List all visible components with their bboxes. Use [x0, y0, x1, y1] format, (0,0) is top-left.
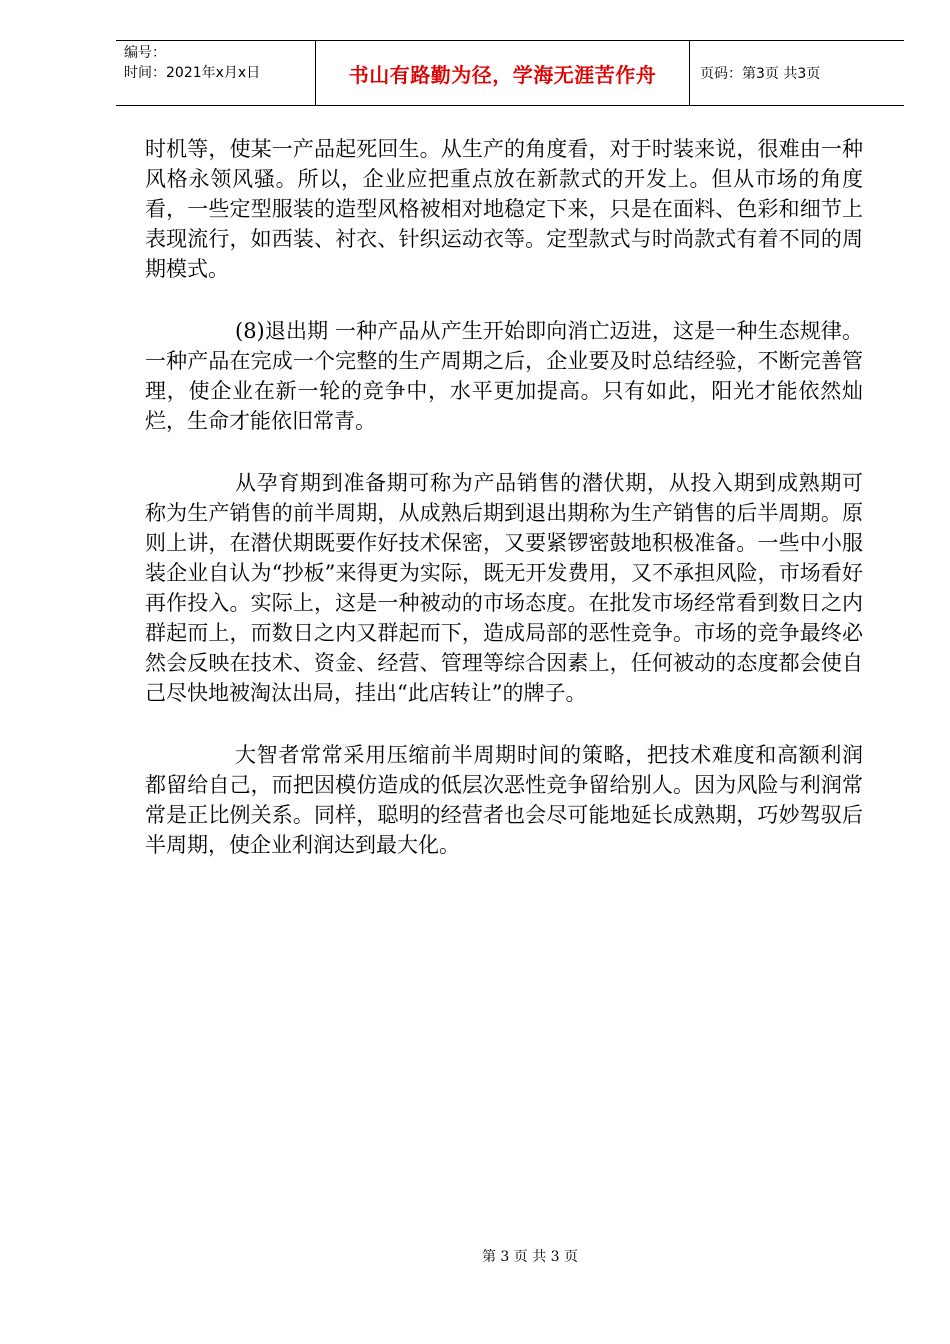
paragraph-2: (8)退出期 一种产品从产生开始即向消亡迈进，这是一种生态规律。一种产品在完成一个完整的生产周期之后，企业要及时总结经验，不断完善管理，使企业在新一轮的竞争中，水平更加提高。只有如此，阳光才能依然灿烂，生命才能依旧常青。	[145, 319, 863, 433]
paragraph-1: 时机等，使某一产品起死回生。从生产的角度看，对于时装来说，很难由一种风格永领风骚。所以，企业应把重点放在新款式的开发上。但从市场的角度看，一些定型服装的造型风格被相对地稳定下来，只是在面料、色彩和细节上表现流行，如西装、衬衣、针织运动衣等。定型款式与时尚款式有着不同的周期模式。	[145, 137, 863, 281]
page-header	[116, 40, 904, 106]
paragraph-4: 大智者常常采用压缩前半周期时间的策略，把技术难度和高额利润都留给自己，而把因模仿造成的低层次恶性竞争留给别人。因为风险与利润常常是正比例关系。同样，聪明的经营者也会尽可能地延长成熟期，巧妙驾驭后半周期，使企业利润达到最大化。	[145, 743, 863, 857]
number-label: 编号：	[124, 45, 166, 61]
page-footer: 第 3 页 共 3 页	[481, 1249, 579, 1265]
header-motto: 书山有路勤为径，学海无涯苦作舟	[316, 41, 690, 105]
paragraph-3: 从孕育期到准备期可称为产品销售的潜伏期，从投入期到成熟期可称为生产销售的前半周期，从成熟后期到退出期称为生产销售的后半周期。原则上讲，在潜伏期既要作好技术保密，又要紧锣密鼓地积极准备。一些中小服装企业自认为“抄板”来得更为实际，既无开发费用，又不承担风险，市场看好再作投入。实际上，这是一种被动的市场态度。在批发市场经常看到数日之内群起而上，而数日之内又群起而下，造成局部的恶性竞争。市场的竞争最终必然会反映在技术、资金、经营、管理等综合因素上，任何被动的态度都会使自己尽快地被淘汰出局，挂出“此店转让”的牌子。	[145, 471, 863, 705]
header-page-info: 页码：第3页 共3页	[700, 66, 821, 82]
header-meta	[116, 41, 316, 105]
time-label: 时间：2021年x月x日	[124, 65, 261, 81]
document-body	[145, 134, 863, 892]
